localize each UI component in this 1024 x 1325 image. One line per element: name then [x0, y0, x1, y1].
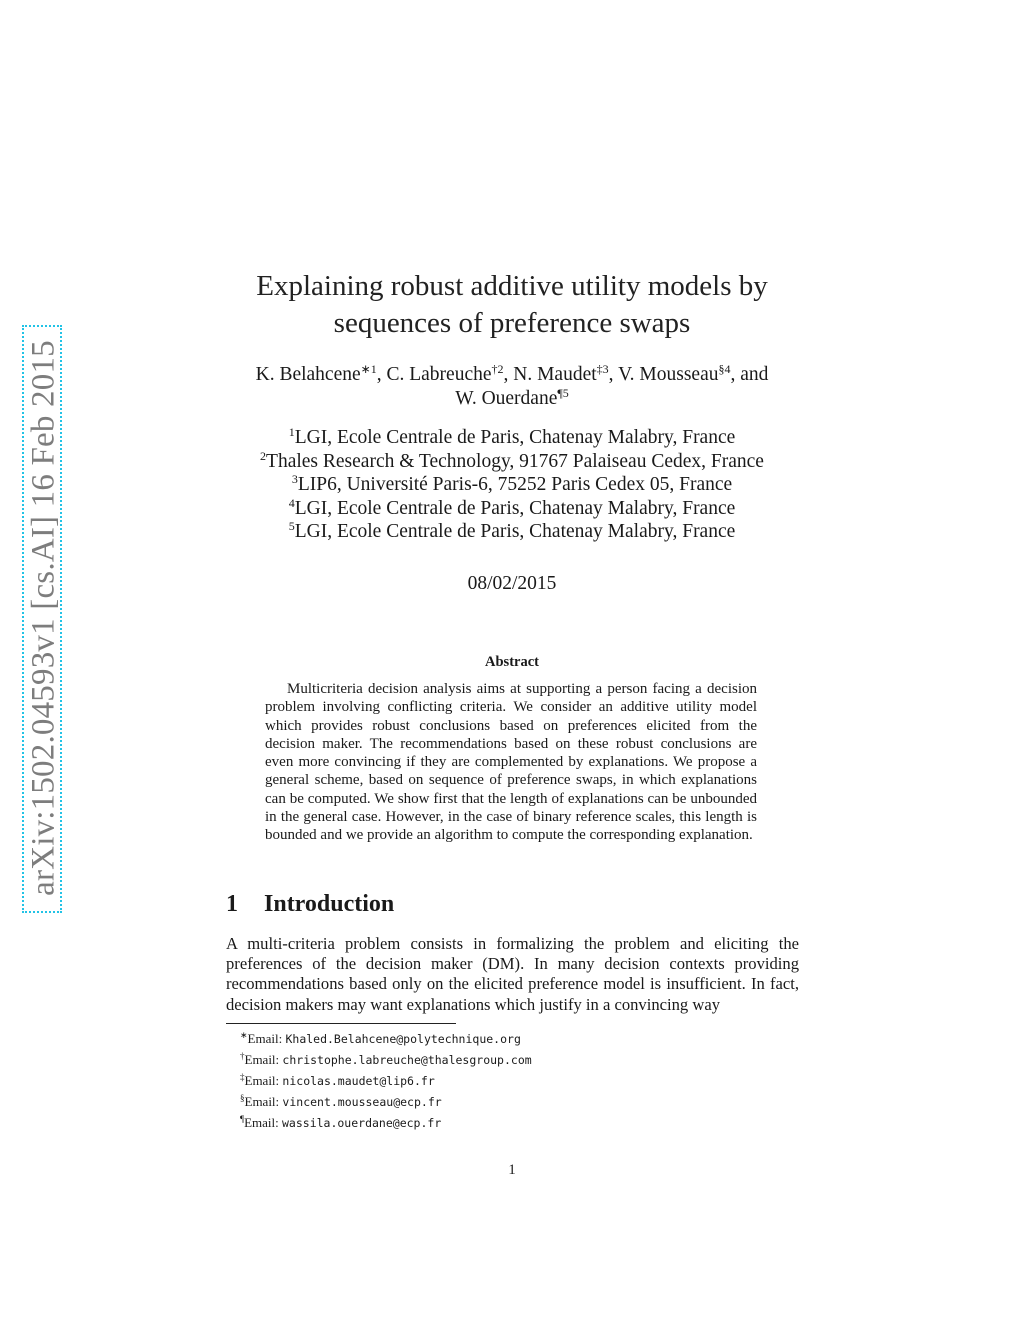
introduction-text: A multi-criteria problem consists in formalizing the problem and eliciting the preferences of the decision maker (DM). In many decision contexts providing recommendations based only on the elicited preference model is insufficient. In fact, decision makers may want explanations which justify in a convincing way: [226, 934, 799, 1014]
affiliation: [0, 450, 1024, 474]
abstract-heading: Abstract: [485, 654, 539, 670]
footnote-mark: ∗: [240, 1030, 248, 1040]
affiliation-text: Thales Research & Technology, 91767 Palaiseau Cedex, France: [266, 450, 764, 472]
author-mark: ∗1: [360, 362, 377, 376]
affiliation-text: LGI, Ecole Centrale de Paris, Chatenay Malabry, France: [294, 497, 736, 519]
section-number: 1: [226, 891, 238, 917]
affiliation: [0, 473, 1024, 497]
affiliation-number: 2: [260, 448, 267, 463]
arxiv-identifier: arXiv:1502.04593v1 [cs.AI] 16 Feb 2015: [25, 340, 62, 896]
paper-title: [0, 268, 1024, 342]
affiliation-text: LGI, Ecole Centrale de Paris, Chatenay Malabry, France: [294, 521, 736, 542]
author-name: W. Ouerdane: [455, 388, 558, 409]
footnote-mark: ¶: [240, 1114, 245, 1124]
footnote-mark: ‡: [240, 1072, 245, 1082]
title-line-2: sequences of preference swaps: [333, 307, 691, 339]
affiliation-text: LIP6, Université Paris-6, 75252 Paris Cedex 05, France: [297, 474, 733, 495]
author-mark: ‡3: [596, 362, 609, 376]
footnote-list: [226, 1027, 799, 1132]
footnote-mark: §: [240, 1093, 245, 1103]
footnote: [226, 1027, 799, 1048]
footnote-mark: †: [240, 1051, 245, 1061]
footnote-label: Email:: [244, 1073, 283, 1088]
author-name: C. Labreuche: [386, 364, 492, 385]
footnote: [226, 1090, 799, 1111]
author-separator: ,: [608, 364, 619, 385]
author-mark: ¶5: [557, 386, 569, 400]
footnote-divider: [226, 1023, 456, 1024]
paper-date: 08/02/2015: [467, 573, 557, 594]
author-name: N. Maudet: [513, 364, 597, 385]
author-name: V. Mousseau: [618, 364, 719, 385]
affiliation-number: 4: [288, 495, 295, 510]
affiliation-number: 1: [288, 425, 295, 439]
section-heading: [226, 891, 394, 918]
author-line-1: [0, 363, 1024, 387]
affiliation: [0, 426, 1024, 450]
section-title: Introduction: [264, 891, 395, 917]
author-name: K. Belahcene: [255, 364, 361, 385]
author-separator: , and: [730, 364, 769, 385]
affiliation-number: 5: [288, 519, 295, 533]
email-link[interactable]: vincent.mousseau@ecp.fr: [282, 1095, 442, 1109]
abstract-text: Multicriteria decision analysis aims at supporting a person facing a decision problem involving conflicting criteria. We consider an additive utility model which provides robust conclusions based on preferences elicited from the decision maker. The recommendations based on these robust conclusions are even more convincing if they are complemented by explanations. We propose a general scheme, based on sequence of preference swaps, in which explanations can be computed. We show first that the length of explanations can be unbounded in the general case. However, in the case of binary reference scales, this length is bounded and we provide an algorithm to compute the corresponding explanation.: [265, 681, 757, 844]
email-link[interactable]: christophe.labreuche@thalesgroup.com: [282, 1053, 532, 1067]
author-line-2: [0, 387, 1024, 411]
footnote: [226, 1048, 799, 1069]
email-link[interactable]: nicolas.maudet@lip6.fr: [282, 1074, 435, 1088]
affiliation-list: [0, 426, 1024, 544]
email-link[interactable]: wassila.ouerdane@ecp.fr: [282, 1116, 442, 1130]
footnote-label: Email:: [247, 1031, 286, 1046]
email-link[interactable]: Khaled.Belahcene@polytechnique.org: [285, 1032, 521, 1046]
footnote: [226, 1111, 799, 1132]
author-mark: †2: [491, 362, 504, 376]
page-number: 1: [508, 1162, 516, 1178]
author-separator: ,: [376, 364, 387, 385]
footnote: [226, 1069, 799, 1090]
title-line-1: Explaining robust additive utility models by: [256, 270, 768, 302]
author-mark: §4: [718, 362, 731, 376]
author-list: [0, 363, 1024, 411]
affiliation-text: LGI, Ecole Centrale de Paris, Chatenay Malabry, France: [294, 427, 736, 448]
affiliation: [0, 520, 1024, 544]
author-separator: ,: [503, 364, 514, 385]
footnote-label: Email:: [244, 1115, 282, 1130]
footnote-label: Email:: [244, 1052, 283, 1067]
affiliation: [0, 497, 1024, 521]
affiliation-number: 3: [291, 472, 298, 486]
footnote-label: Email:: [244, 1094, 283, 1109]
